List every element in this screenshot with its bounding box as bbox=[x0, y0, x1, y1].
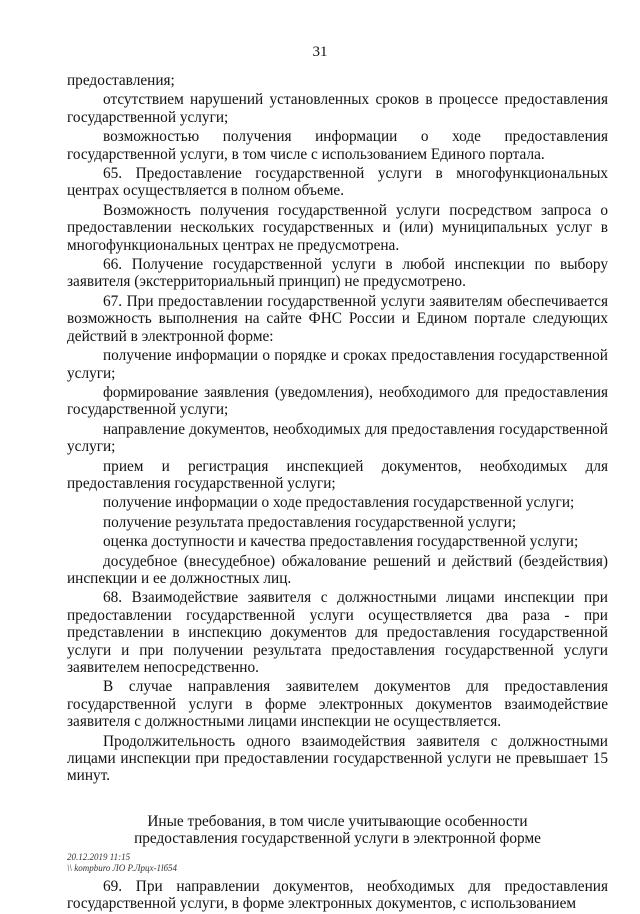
footer-timestamp: 20.12.2019 11:15 bbox=[67, 852, 131, 862]
paragraph: Продолжительность одного взаимодействия заявителя с должностными лицами инспекции при предоставлении государственной услуги не превышает 15 минут. bbox=[67, 732, 608, 785]
paragraph: оценка доступности и качества предоставления государственной услуги; bbox=[103, 533, 579, 551]
paragraph: 69. При направлении документов, необходимых для предоставления государственной услуги, в форме электронных документов, с использованием bbox=[67, 877, 608, 913]
paragraph: прием и регистрация инспекцией документов, необходимых для предоставления государственной услуги; bbox=[67, 457, 608, 492]
paragraph: получение результата предоставления государственной услуги; bbox=[103, 513, 517, 531]
paragraph: Возможность получения государственной услуги посредством запроса о предоставлении нескольких государственных и (или) муниципальных услуг в многофункциональных центрах не предусмотрена. bbox=[67, 201, 608, 254]
footer-stamp bbox=[67, 852, 177, 874]
section-heading bbox=[67, 813, 608, 848]
paragraph: предоставления; bbox=[67, 72, 175, 89]
paragraph: 66. Получение государственной услуги в любой инспекции по выбору заявителя (экстерриториальный принцип) не предусмотрено. bbox=[67, 256, 608, 291]
document-body bbox=[67, 72, 608, 914]
paragraph: 67. При предоставлении государственной услуги заявителям обеспечивается возможность выполнения на сайте ФНС России и Едином портале следующих действий в электронной форме: bbox=[67, 292, 608, 345]
paragraph: получение информации о ходе предоставления государственной услуги; bbox=[103, 494, 575, 512]
paragraph: отсутствием нарушений установленных сроков в процессе предоставления государственной услуги; bbox=[67, 91, 608, 126]
paragraph: 65. Предоставление государственной услуги в многофункциональных центрах осуществляется в полном объеме. bbox=[67, 165, 608, 200]
section-heading-line: предоставления государственной услуги в электронной форме bbox=[134, 830, 541, 848]
paragraph: получение информации о порядке и сроках предоставления государственной услуги; bbox=[67, 347, 608, 382]
page-number: 31 bbox=[312, 44, 328, 60]
paragraph: досудебное (внесудебное) обжалование решений и действий (бездействия) инспекции и ее должностных лиц. bbox=[67, 552, 608, 587]
footer-file-path: \\ kompburo ЛО Р.Лрцх-1lб54 bbox=[67, 863, 177, 873]
paragraph: возможностью получения информации о ходе предоставления государственной услуги, в том числе с использованием Единого портала. bbox=[67, 128, 608, 163]
paragraph: 68. Взаимодействие заявителя с должностными лицами инспекции при предоставлении государственной услуги осуществляется два раза - при представлении в инспекцию документов для предоставления государственной услуги и при получении результата предоставления государственной услуги заявителем непосредственно. bbox=[67, 589, 608, 676]
paragraph: направление документов, необходимых для предоставления государственной услуги; bbox=[67, 420, 608, 456]
paragraph: В случае направления заявителем документов для предоставления государственной услуги в форме электронных документов взаимодействие заявителя с должностными лицами инспекции не осуществляется. bbox=[67, 678, 608, 731]
section-heading-line: Иные требования, в том числе учитывающие особенности bbox=[147, 812, 528, 830]
paragraph: формирование заявления (уведомления), необходимого для предоставления государственной услуги; bbox=[67, 383, 608, 419]
